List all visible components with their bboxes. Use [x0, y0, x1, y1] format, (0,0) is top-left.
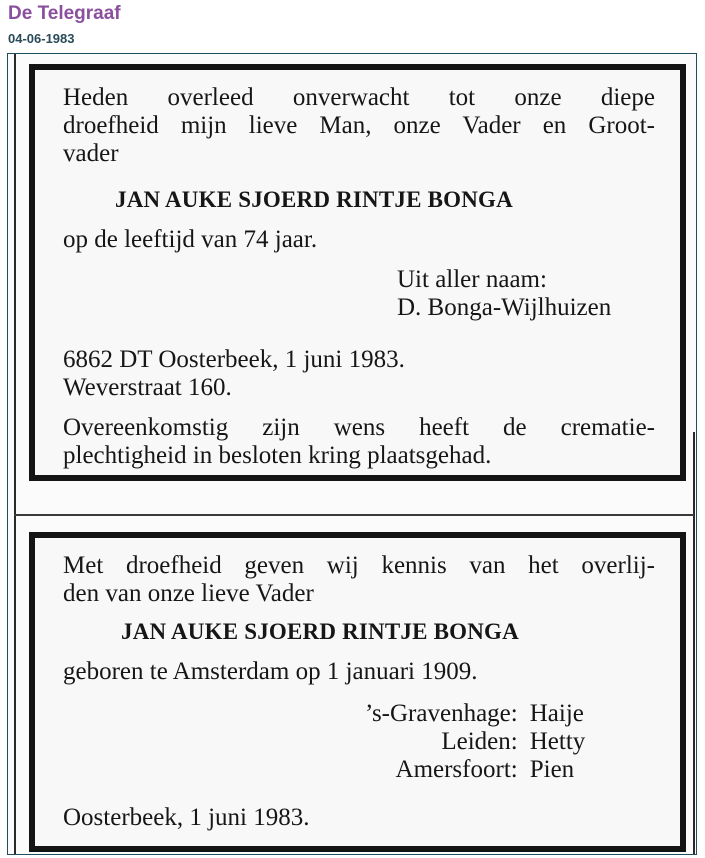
notice1-closing-line-2: plechtigheid in besloten kring plaatsgehad. [63, 442, 492, 469]
family-city: Amersfoort: [395, 756, 518, 783]
family-city: ’s-Gravenhage: [365, 700, 518, 727]
notice1-signature-line-2: D. Bonga-Wijlhuizen [397, 294, 612, 321]
notice1-age-line: op de leeftijd van 74 jaar. [63, 226, 318, 253]
notice2-family-list [365, 700, 585, 784]
notice2-intro-line-2: den van onze lieve Vader [63, 580, 314, 607]
family-person: Hetty [529, 728, 586, 755]
notice2-intro-line-1: Met droefheid geven wij kennis van het overlij- [63, 552, 655, 579]
notice2-birth-line: geboren te Amsterdam op 1 januari 1909. [63, 658, 478, 685]
notice1-signature-line-1: Uit aller naam: [397, 266, 547, 293]
notice1-deceased-name: JAN AUKE SJOERD RINTJE BONGA [115, 187, 513, 212]
left-column-rule [14, 54, 16, 855]
notice2-closing-line: Oosterbeek, 1 juni 1983. [63, 804, 310, 831]
publication-date: 04-06-1983 [8, 31, 75, 46]
page-header [8, 2, 121, 47]
notice1-intro-line-1: Heden overleed onverwacht tot onze diepe [63, 84, 655, 111]
notice1-intro-line-3: vader [63, 140, 119, 167]
separator-rule [14, 514, 694, 516]
newspaper-title[interactable]: De Telegraaf [8, 3, 121, 24]
family-row [365, 728, 585, 756]
notice1-address-line-1: 6862 DT Oosterbeek, 1 juni 1983. [63, 346, 405, 373]
death-notice-2 [29, 532, 686, 852]
notice1-closing-line-1: Overeenkomstig zijn wens heeft de crematie- [63, 414, 655, 441]
newspaper-clipping [7, 53, 697, 855]
family-city: Leiden: [441, 728, 518, 755]
death-notice-1 [29, 64, 686, 481]
notice1-address-line-2: Weverstraat 160. [63, 374, 232, 401]
family-row [365, 756, 585, 784]
notice2-deceased-name: JAN AUKE SJOERD RINTJE BONGA [121, 619, 519, 644]
notice1-intro-line-2: droefheid mijn lieve Man, onze Vader en Groot- [63, 112, 655, 139]
family-row [365, 700, 585, 728]
right-column-rule [693, 432, 695, 855]
family-person: Pien [529, 756, 575, 783]
family-person: Haije [529, 700, 584, 727]
